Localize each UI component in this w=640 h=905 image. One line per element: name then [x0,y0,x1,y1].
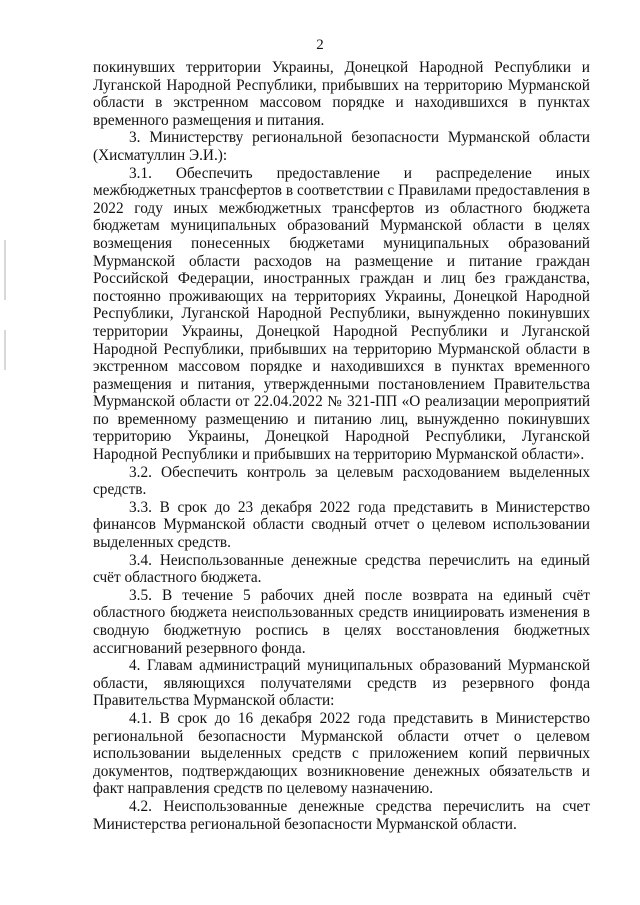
paragraph: покинувших территории Украины, Донецкой Народной Республики и Луганской Народной Республики, прибывших на территорию Мурманской области в экстренном массовом порядке и находившихся в пунктах временного размещения и питания. [93,59,590,129]
paragraph: 4.2. Неиспользованные денежные средства перечислить на счет Министерства региональной безопасности Мурманской области. [93,797,590,833]
scan-margin-mark [4,240,6,300]
page-number: 2 [316,37,324,53]
paragraph: 3.1. Обеспечить предоставление и распределение иных межбюджетных трансфертов в соответствии с Правилами предоставления в 2022 году иных межбюджетных трансфертов из областного бюджета бюджетам муниципальных образований Мурманской области в целях возмещения понесенных бюджетами муниципальных образований Мурманской области расходов на размещение и питание граждан Российской Федерации, иностранных граждан и лиц без гражданства, постоянно проживающих на территориях Украины, Донецкой Народной Республики, Луганской Народной Республики, вынужденно покинувших территории Украины, Донецкой Народной Республики и Луганской Народной Республики, прибывших на территорию Мурманской области в экстренном массовом порядке и находившихся в пунктах временного размещения и питания, утвержденными постановлением Правительства Мурманской области от 22.04.2022 № 321-ПП «О реализации мероприятий по временному размещению и питанию лиц, вынужденно покинувших территорию Украины, Донецкой Народной Республики, Луганской Народной Республики и прибывших на территорию Мурманской области». [93,164,590,464]
paragraph: 3.4. Неиспользованные денежные средства перечислить на единый счёт областного бюджета. [93,551,590,587]
paragraph: 4. Главам администраций муниципальных образований Мурманской области, являющихся получателями средств из резервного фонда Правительства Мурманской области: [93,657,590,710]
scan-margin-mark [4,330,6,370]
paragraph: 3.5. В течение 5 рабочих дней после возврата на единый счёт областного бюджета неиспользованных средств инициировать изменения в сводную бюджетную роспись в целях восстановления бюджетных ассигнований резервного фонда. [93,586,590,657]
paragraph: 3.3. В срок до 23 декабря 2022 года представить в Министерство финансов Мурманской области сводный отчет о целевом использовании выделенных средств. [93,498,590,552]
paragraph: 4.1. В срок до 16 декабря 2022 года представить в Министерство региональной безопасности Мурманской области отчет о целевом использовании выделенных средств с приложением копий первичных документов, подтверждающих возникновение денежных обязательств и факт направления средств по целевому назначению. [93,709,590,798]
document-body [93,59,590,833]
paragraph: 3. Министерству региональной безопасности Мурманской области (Хисматуллин Э.И.): [93,129,590,164]
paragraph: 3.2. Обеспечить контроль за целевым расходованием выделенных средств. [93,463,590,499]
